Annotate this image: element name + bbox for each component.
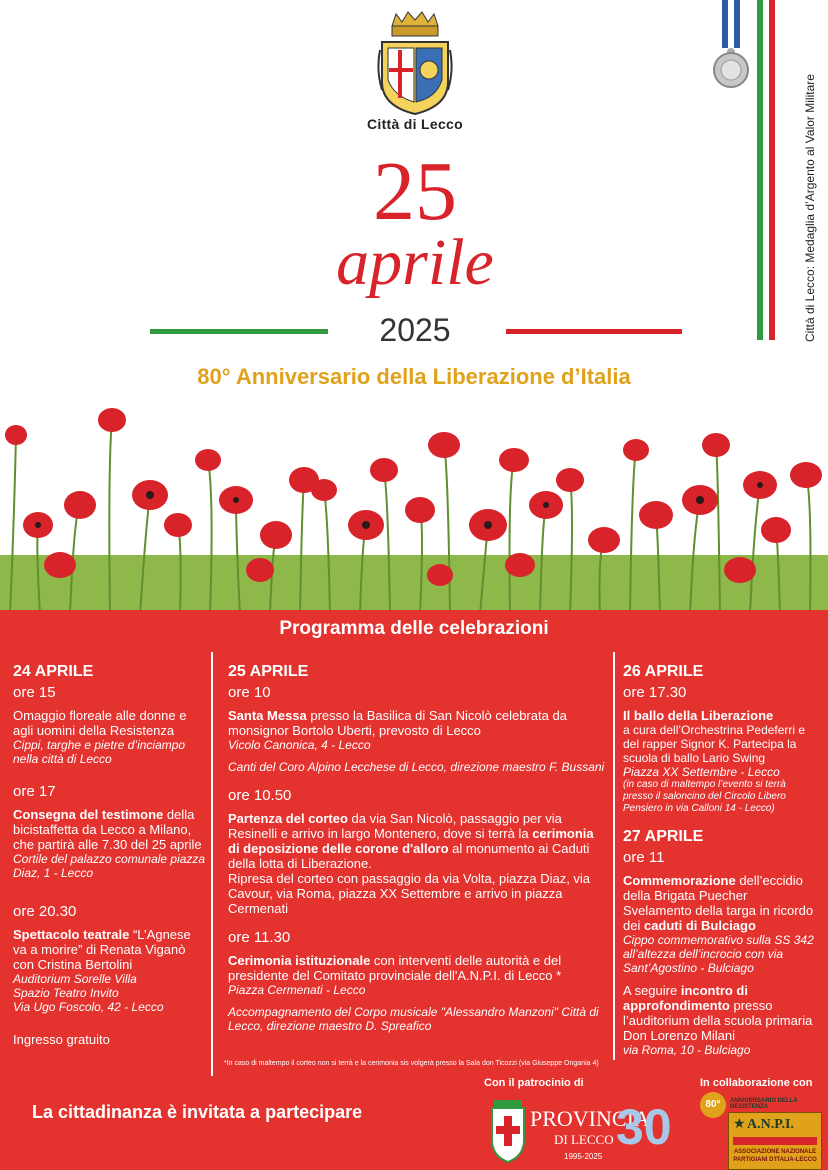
program-column-24-april bbox=[13, 664, 208, 1047]
anpi-star-icon: ★ bbox=[733, 1115, 746, 1131]
event-text: presso l’auditorium della scuola primaria Don Lorenzo Milani bbox=[623, 998, 813, 1043]
event-text: da via San Nicolò, passaggio per via Resinelli e arrivo in largo Montenero, dove si terrà la bbox=[228, 811, 562, 841]
event-location: Spazio Teatro Invito bbox=[13, 986, 119, 1000]
event-title: incontro di approfondimento bbox=[623, 983, 748, 1013]
event-description bbox=[623, 983, 818, 1043]
event-location: Piazza Cermenati - Lecco bbox=[228, 983, 366, 997]
event-title: Cerimonia istituzionale bbox=[228, 953, 371, 968]
event-title: Spettacolo teatrale bbox=[13, 927, 130, 942]
anpi-name: A.N.P.I. bbox=[747, 1117, 794, 1132]
event-time: ore 15 bbox=[13, 684, 56, 701]
year: 2025 bbox=[379, 312, 451, 348]
event-note: Accompagnamento del Corpo musicale "Alessandro Manzoni" Città di Lecco, direzione maestro D. Spreafico bbox=[228, 1005, 599, 1033]
invitation-text: La cittadinanza è invitata a partecipare bbox=[32, 1102, 363, 1122]
tricolor-red-stripe bbox=[769, 0, 775, 340]
event-text: A seguire bbox=[623, 983, 681, 998]
event-description bbox=[228, 811, 608, 871]
column-divider-1 bbox=[211, 652, 213, 1076]
event-location: Cippi, targhe e pietre d’inciampo nella città di Lecco bbox=[13, 738, 186, 766]
collaboration-label: In collaborazione con bbox=[700, 1077, 813, 1089]
anpi-box bbox=[728, 1112, 822, 1170]
anpi-80-badge: 80° bbox=[700, 1092, 726, 1118]
bad-weather-footnote: *In caso di maltempo il corteo non si terrà e la cerimonia sis volgerà presso la Sala don Ticozzi (via Giuseppe Ongania 4) bbox=[224, 1060, 599, 1067]
event-location: Vicolo Canonica, 4 - Lecco bbox=[228, 738, 371, 752]
provincia-name: PROVINCIA bbox=[530, 1106, 650, 1131]
event-title: Santa Messa bbox=[228, 708, 307, 723]
event-title: Partenza del corteo bbox=[228, 811, 348, 826]
green-rule bbox=[150, 329, 328, 334]
event-time: ore 17.30 bbox=[623, 684, 687, 701]
city-crest-logo bbox=[376, 10, 454, 118]
event-highlight: cerimonia di deposizione delle corone d'alloro bbox=[228, 826, 594, 856]
event-note: (in caso di maltempo l’evento si terrà presso il saloncino del Circolo Libero Pensiero in via Calloni 14 - Lecco) bbox=[623, 779, 786, 814]
event-location: Auditorium Sorelle Villa bbox=[13, 972, 137, 986]
city-name: Città di Lecco bbox=[367, 116, 463, 132]
column-divider-2 bbox=[613, 652, 615, 1060]
anniversary-subtitle: 80° Anniversario della Liberazione d’Italia bbox=[197, 364, 631, 389]
event-text: presso la Basilica di San Nicolò celebrata da monsignor Bortolo Uberti, prevosto di Lecco bbox=[228, 708, 567, 738]
event-text: dell’eccidio della Brigata Puecher Svelamento della targa in ricordo dei bbox=[623, 873, 814, 933]
event-text: al monumento ai Caduti della lotta di Liberazione. bbox=[228, 841, 590, 871]
event-description: Omaggio floreale alle donne e agli uomini della Resistenza bbox=[13, 708, 187, 738]
event-location: via Roma, 10 - Bulciago bbox=[623, 1043, 751, 1057]
event-location: Cippo commemorativo sulla SS 342 all’altezza dell’incrocio con via Sant’Agostino - Bulciago bbox=[623, 933, 814, 975]
day-heading: 26 APRILE bbox=[623, 663, 704, 680]
event-time: ore 17 bbox=[13, 783, 56, 800]
medal-caption-text: Città di Lecco: Medaglia d’Argento al Valor Militare bbox=[803, 74, 817, 342]
provincia-30-badge: 30 bbox=[616, 1099, 672, 1155]
event-description: Ripresa del corteo con passaggio da via Volta, piazza Diaz, via Cavour, via Roma, piazza XX Settembre e arrivo in piazza Cermenati bbox=[228, 871, 591, 916]
free-entry-note: Ingresso gratuito bbox=[13, 1032, 110, 1047]
silver-medal-icon bbox=[708, 0, 756, 92]
event-time: ore 11 bbox=[623, 849, 665, 866]
event-location: Via Ugo Foscolo, 42 - Lecco bbox=[13, 1000, 164, 1014]
event-description bbox=[13, 927, 208, 972]
red-rule bbox=[506, 329, 682, 334]
event-description bbox=[228, 953, 608, 983]
date-number: 25 bbox=[373, 145, 457, 238]
program-title: Programma delle celebrazioni bbox=[279, 618, 549, 639]
event-text: con interventi delle autorità e del presidente del Comitato provinciale dell'A.N.P.I. di Lecco * bbox=[228, 953, 562, 983]
anpi-stripe bbox=[733, 1137, 817, 1145]
anpi-association-line1: ASSOCIAZIONE NAZIONALE bbox=[733, 1149, 817, 1155]
date-month: aprile bbox=[336, 226, 494, 299]
provincia-years: 1995-2025 bbox=[564, 1152, 603, 1161]
day-heading: 27 APRILE bbox=[623, 828, 704, 845]
event-highlight: caduti di Bulciago bbox=[643, 918, 756, 933]
event-time: ore 10 bbox=[228, 684, 271, 701]
event-text: “L’Agnese va a morire” di Renata Viganò con Cristina Bertolini bbox=[13, 927, 191, 972]
event-title bbox=[623, 708, 818, 723]
event-time: ore 10.50 bbox=[228, 787, 292, 804]
event-description bbox=[623, 873, 818, 933]
event-description bbox=[13, 807, 208, 852]
anpi-anniversary-text: ANNIVERSARIO DELLA RESISTENZA bbox=[730, 1098, 798, 1110]
program-column-25-april bbox=[228, 664, 608, 1033]
event-title: Commemorazione bbox=[623, 873, 736, 888]
event-title: Consegna del testimone bbox=[13, 807, 164, 822]
anpi-association-line2: PARTIGIANI D'ITALIA-LECCO bbox=[733, 1157, 817, 1163]
event-title-text: Il ballo della Liberazione bbox=[623, 708, 774, 723]
event-time: ore 11.30 bbox=[228, 929, 291, 946]
event-description bbox=[228, 708, 608, 738]
day-heading: 24 APRILE bbox=[13, 663, 94, 680]
poppy-field-illustration bbox=[0, 405, 828, 615]
event-location: Piazza XX Settembre - Lecco bbox=[623, 765, 780, 779]
provincia-di-lecco-logo bbox=[484, 1090, 680, 1170]
provincia-subname: DI LECCO bbox=[554, 1132, 614, 1147]
event-text: della bicistaffetta da Lecco a Milano, che partirà alle 7.30 del 25 aprile bbox=[13, 807, 202, 852]
medal-caption bbox=[803, 4, 819, 342]
program-column-26-27-april bbox=[623, 664, 818, 1057]
patronage-label: Con il patrocinio di bbox=[484, 1077, 584, 1089]
event-time: ore 20.30 bbox=[13, 903, 77, 920]
event-description: a cura dell’Orchestrina Pedeferri e del rapper Signor K. Partecipa la scuola di ballo Lario Swing bbox=[623, 723, 806, 765]
day-heading: 25 APRILE bbox=[228, 663, 309, 680]
event-location: Cortile del palazzo comunale piazza Diaz, 1 - Lecco bbox=[13, 852, 206, 880]
event-note: Canti del Coro Alpino Lecchese di Lecco, direzione maestro F. Bussani bbox=[228, 760, 605, 774]
program-section bbox=[0, 610, 828, 1170]
anpi-logo bbox=[698, 1090, 824, 1170]
